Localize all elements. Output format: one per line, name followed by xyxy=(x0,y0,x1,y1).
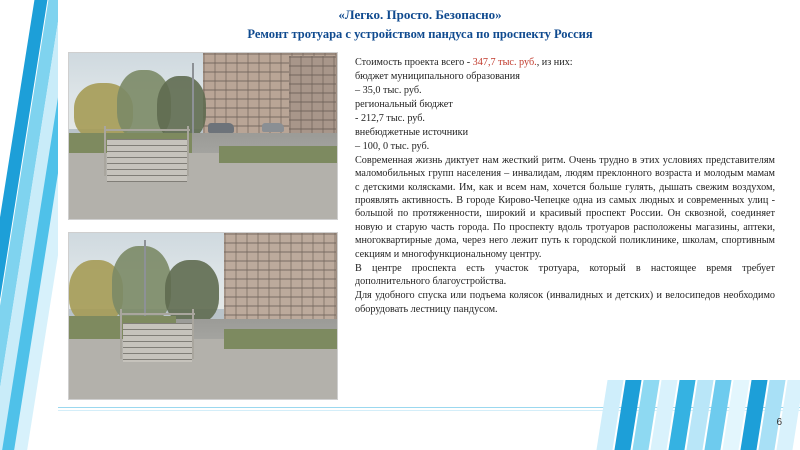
parked-car xyxy=(208,123,234,133)
handrail xyxy=(192,309,194,359)
photo-sidewalk-fence xyxy=(68,232,338,400)
text-column xyxy=(355,56,775,317)
handrail xyxy=(187,126,189,176)
grass-strip xyxy=(219,146,337,163)
lamp-post xyxy=(192,63,194,139)
municipal-budget-value: – 35,0 тыс. руб. xyxy=(355,84,422,96)
bottom-right-decoration-stripes xyxy=(550,380,800,450)
slide-title xyxy=(120,6,720,43)
regional-budget-value: - 212,7 тыс. руб. xyxy=(355,112,425,124)
cost-total-value: 347,7 тыс. руб. xyxy=(472,57,537,68)
regional-budget-label: региональный бюджет xyxy=(355,98,453,110)
stairs xyxy=(123,323,193,363)
handrail xyxy=(104,126,106,176)
photo-content xyxy=(69,233,337,399)
left-decoration-stripes xyxy=(0,0,58,450)
extrabudget-value: – 100, 0 тыс. руб. xyxy=(355,140,430,152)
handrail-bar xyxy=(104,129,190,131)
parked-car xyxy=(262,123,284,132)
paragraph-1: Современная жизнь диктует нам жесткий ритм. Очень трудно в этих условиях представителям маломобильных групп населения – инвалидам, людям преклонного возраста и молодым мамам с детскими колясками. Им, как и всем нам, хочется больше гулять, дышать свежим воздухом, проявлять активность. В городе Кирово-Чепецке одна из самых людных и современных улиц - большой по протяженности, широкий и красивый проспект России. Он сквозной, соединяет новую и старую часть города. По проспекту вдоль тротуаров расположены магазины, аптеки, многоквартирные дома, через него лежит путь к городской поликлинике, школам, спортивным секциям и многофункциональному центру. xyxy=(355,154,775,260)
title-line-1: «Легко. Просто. Безопасно» xyxy=(338,7,502,22)
title-line-2: Ремонт тротуара с устройством пандуса по проспекту Россия xyxy=(247,26,593,41)
paragraph-3: Для удобного спуска или подъема колясок (инвалидных и детских) и велосипедов необходимо оборудовать лестницу пандусом. xyxy=(355,290,775,315)
cost-prefix: Стоимость проекта всего - xyxy=(355,57,473,68)
photo-sidewalk-stairs xyxy=(68,52,338,220)
cost-total-line xyxy=(355,56,775,69)
handrail xyxy=(120,309,122,359)
building xyxy=(289,56,337,139)
photo-content xyxy=(69,53,337,219)
page-number: 6 xyxy=(776,417,782,428)
grass-strip xyxy=(224,329,337,349)
cost-suffix: , из них: xyxy=(536,57,573,68)
paragraph-2: В центре проспекта есть участок тротуара, который в настоящее время требует дополнительного благоустройства. xyxy=(355,262,775,288)
building xyxy=(224,233,337,326)
handrail-bar xyxy=(120,313,195,315)
extrabudget-label: внебюджетные источники xyxy=(355,126,469,138)
municipal-budget-label: бюджет муниципального образования xyxy=(355,70,520,82)
stairs xyxy=(107,139,187,182)
